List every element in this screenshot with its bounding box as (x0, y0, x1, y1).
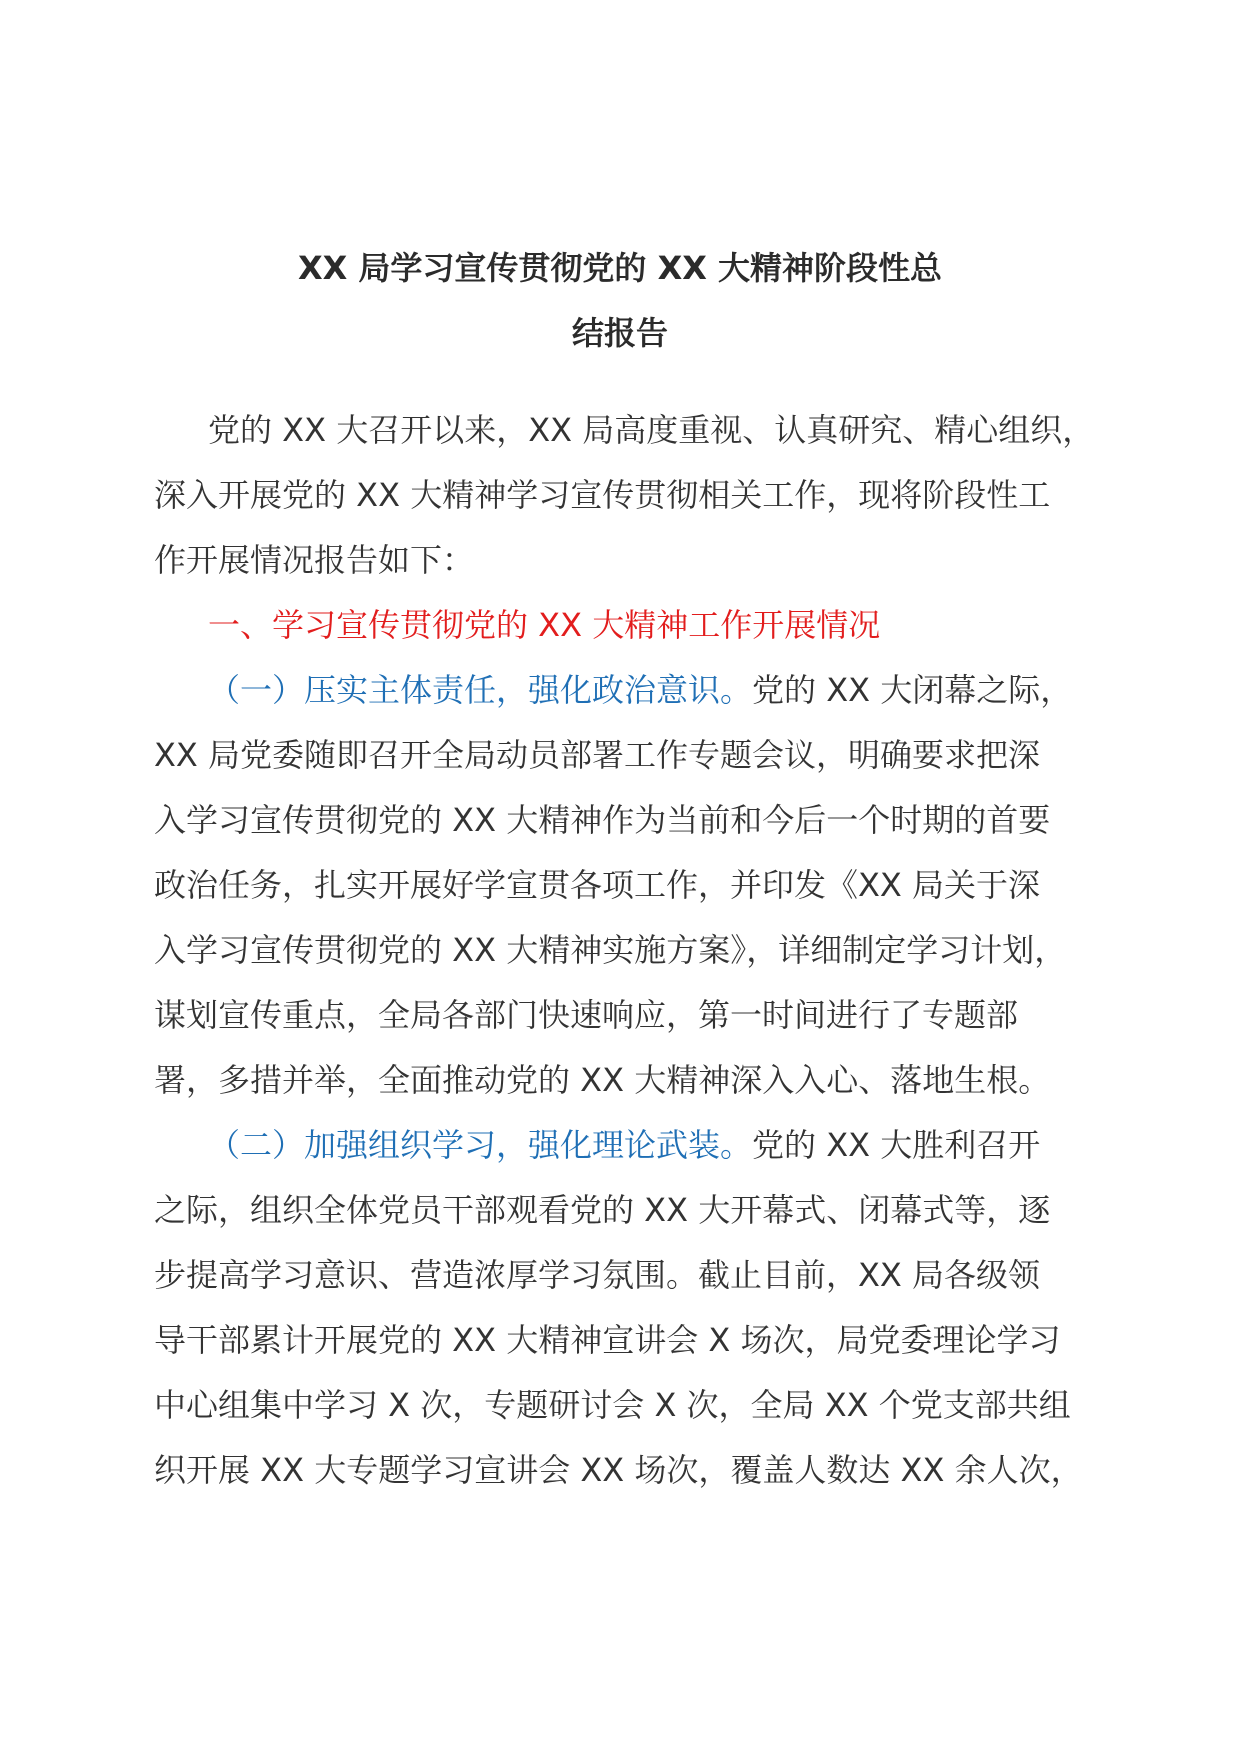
subsection-2-line-4: 导干部累计开展党的 XX 大精神宣讲会 X 场次，局党委理论学习 (154, 1321, 1061, 1359)
subsection-1-first-line-text: 党的 XX 大闭幕之际， (752, 671, 1073, 709)
intro-line-3: 作开展情况报告如下： (154, 541, 475, 579)
subsection-1-line-4: 政治任务，扎实开展好学宣贯各项工作，并印发《XX 局关于深 (154, 866, 1041, 904)
intro-paragraph (154, 398, 1114, 593)
subsection-2-heading: （二）加强组织学习，强化理论武装。 (208, 1126, 753, 1164)
subsection-1-line-6: 谋划宣传重点，全局各部门快速响应，第一时间进行了专题部 (154, 996, 1019, 1034)
subsection-1-heading: （一）压实主体责任，强化政治意识。 (208, 671, 753, 709)
subsection-2-line-3: 步提高学习意识、营造浓厚学习氛围。截止目前，XX 局各级领 (154, 1256, 1041, 1294)
subsection-1-line-7: 署，多措并举，全面推动党的 XX 大精神深入入心、落地生根。 (154, 1061, 1051, 1099)
section-heading: 一、学习宣传贯彻党的 XX 大精神工作开展情况 (208, 606, 881, 644)
subsection-1-paragraph (154, 658, 1114, 1113)
intro-line-1: 党的 XX 大召开以来，XX 局高度重视、认真研究、精心组织， (208, 411, 1095, 449)
title-line-2: 结报告 (571, 314, 668, 352)
subsection-2-line-2: 之际，组织全体党员干部观看党的 XX 大开幕式、闭幕式等，逐 (154, 1191, 1051, 1229)
subsection-2-line-5: 中心组集中学习 X 次，专题研讨会 X 次，全局 XX 个党支部共组 (154, 1386, 1071, 1424)
subsection-1-line-2: XX 局党委随即召开全局动员部署工作专题会议，明确要求把深 (154, 736, 1041, 774)
subsection-2-first-line-text: 党的 XX 大胜利召开 (752, 1126, 1041, 1164)
intro-line-2: 深入开展党的 XX 大精神学习宣传贯彻相关工作，现将阶段性工 (154, 476, 1051, 514)
subsection-1-line-5: 入学习宣传贯彻党的 XX 大精神实施方案》，详细制定学习计划， (154, 931, 1067, 969)
subsection-2-first-line (154, 1113, 1114, 1178)
document-body (154, 398, 1114, 1503)
subsection-2-line-6: 织开展 XX 大专题学习宣讲会 XX 场次，覆盖人数达 XX 余人次， (154, 1451, 1083, 1489)
subsection-1-first-line (154, 658, 1114, 723)
title-line-1: XX 局学习宣传贯彻党的 XX 大精神阶段性总 (297, 249, 943, 287)
subsection-1-line-3: 入学习宣传贯彻党的 XX 大精神作为当前和今后一个时期的首要 (154, 801, 1051, 839)
subsection-2-paragraph (154, 1113, 1114, 1503)
document-title (140, 236, 1100, 366)
